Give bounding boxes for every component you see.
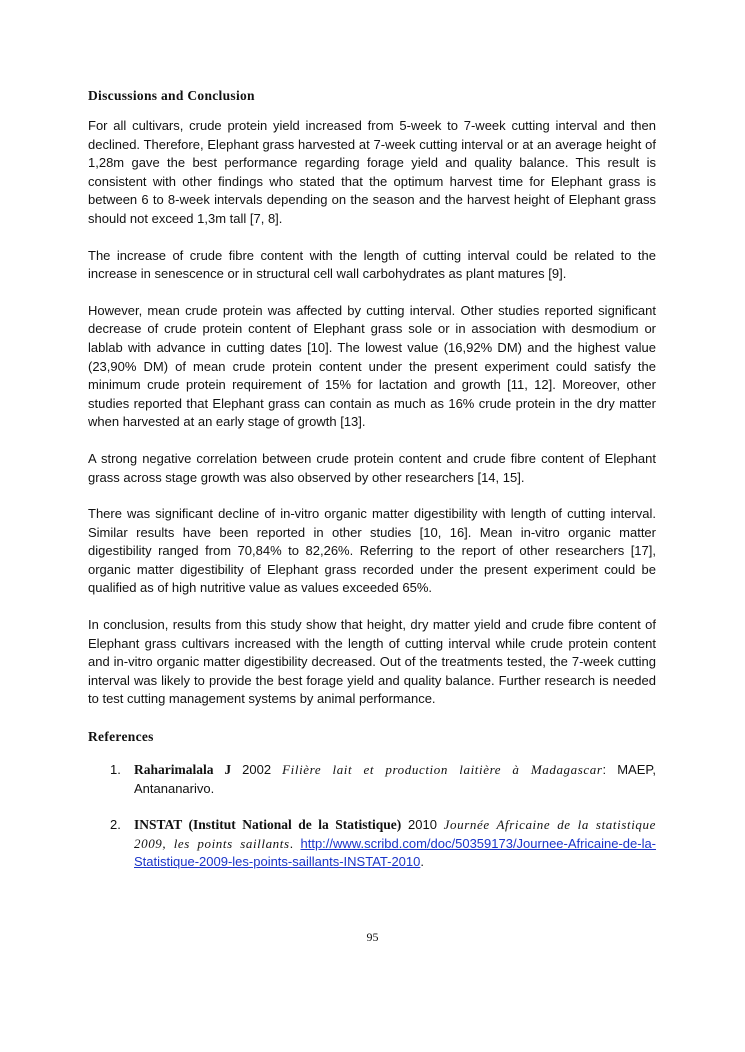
paragraph-crude-fibre: The increase of crude fibre content with the length of cutting interval could be related to the increase in senescence or in structural cell wall carbohydrates as plant matures [9]. xyxy=(88,247,656,282)
paragraph-correlation: A strong negative correlation between crude protein content and crude fibre content of Elephant grass across stage growth was also observed by other researchers [14, 15]. xyxy=(88,450,656,485)
reference-title: Journée Africaine de la statistique 2009, les points saillants xyxy=(134,817,656,851)
reference-author: Raharimalala J xyxy=(134,762,232,778)
page-body xyxy=(88,86,656,890)
reference-rest: . xyxy=(289,835,301,851)
reference-rest: : MAEP, Antananarivo. xyxy=(134,762,656,796)
references-list xyxy=(88,761,656,872)
reference-author: INSTAT (Institut National de la Statistique) xyxy=(134,817,402,833)
reference-title: Filière lait et production laitière à Madagascar xyxy=(282,762,603,778)
reference-link[interactable]: http://www.scribd.com/doc/50359173/Journee-Africaine-de-la-Statistique-2009-les-points-saillants-INSTAT-2010 xyxy=(134,835,657,870)
paragraph-conclusion: In conclusion, results from this study show that height, dry matter yield and crude fibre content of Elephant grass cultivars increased with the length of cutting interval while crude protein content and in-vitro organic matter digestibility decreased. Out of the treatments tested, the 7-week cutting interval was likely to provide the best forage yield and quality balance. Further research is needed to test cutting management systems by animal performance. xyxy=(88,617,656,707)
references-heading: References xyxy=(88,729,154,745)
reference-trailing: . xyxy=(420,854,424,870)
reference-number: 2. xyxy=(110,817,121,833)
page-number: 95 xyxy=(366,930,379,944)
paragraph-digestibility: There was significant decline of in-vitro organic matter digestibility with length of cutting interval. Similar results have been reported in other studies [10, 16]. Mean in-vitro organic matter digestibility ranged from 70,84% to 82,26%. Referring to the report of other researchers [17], organic matter digestibility of Elephant grass recorded under the present experiment could be qualified as of high nutritive value as values exceeded 65%. xyxy=(88,506,656,596)
paragraph-cp-yield: For all cultivars, crude protein yield increased from 5-week to 7-week cutting interval and then declined. Therefore, Elephant grass harvested at 7-week cutting interval or at an average height of 1,28m gave the best performance regarding forage yield and quality balance. This result is consistent with other findings who stated that the optimum harvest time for Elephant grass is between 6 to 8-week intervals depending on the season and the harvest height of Elephant grass should not exceed 1,3m tall [7, 8]. xyxy=(88,118,656,226)
reference-year: 2010 xyxy=(401,817,444,833)
section-heading: Discussions and Conclusion xyxy=(88,88,255,103)
paragraph-crude-protein: However, mean crude protein was affected by cutting interval. Other studies reported significant decrease of crude protein content of Elephant grass sole or in association with desmodium or lablab with advance in cutting dates [10]. The lowest value (16,92% DM) and the highest value (23,90% DM) of mean crude protein content under the present experiment could satisfy the minimum crude protein requirement of 15% for lactation and growth [11, 12]. Moreover, other studies reported that Elephant grass can contain as much as 16% crude protein in the dry matter when harvested at an early stage of growth [13]. xyxy=(88,302,656,430)
reference-number: 1. xyxy=(110,762,121,778)
reference-item-1 xyxy=(88,761,656,798)
reference-year: 2002 xyxy=(231,762,283,778)
reference-item-2 xyxy=(88,816,656,872)
